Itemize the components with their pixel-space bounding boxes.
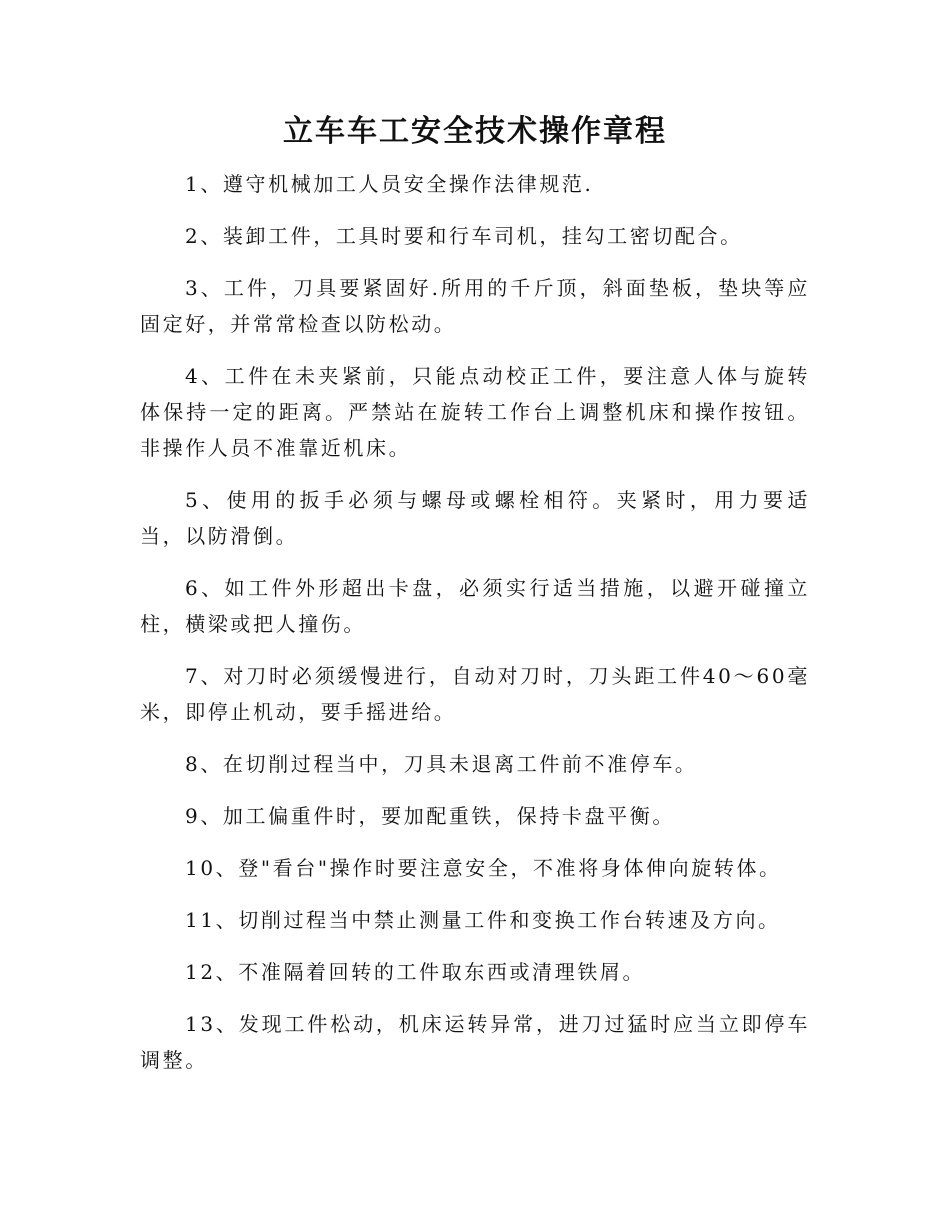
clause-1: 1、遵守机械加工人员安全操作法律规范. <box>185 172 594 196</box>
clause-7: 7、对刀时必须缓慢进行，自动对刀时，刀头距工件40～60毫米，即停止机动，要手摇进给。 <box>140 664 810 724</box>
clause-4: 4、工件在未夹紧前，只能点动校正工件，要注意人体与旋转体保持一定的距离。严禁站在旋转工作台上调整机床和操作按钮。非操作人员不准靠近机床。 <box>140 364 810 460</box>
clause-6: 6、如工件外形超出卡盘，必须实行适当措施，以避开碰撞立柱，横梁或把人撞伤。 <box>140 576 810 636</box>
document-title: 立车车工安全技术操作章程 <box>283 114 667 149</box>
clause-2: 2、装卸工件，工具时要和行车司机，挂勾工密切配合。 <box>185 224 743 248</box>
clause-13: 13、发现工件松动，机床运转异常，进刀过猛时应当立即停车调整。 <box>140 1012 810 1072</box>
clause-9: 9、加工偏重件时，要加配重铁，保持卡盘平衡。 <box>185 804 675 828</box>
document-page <box>140 108 810 1094</box>
clause-10: 10、登"看台"操作时要注意安全，不准将身体伸向旋转体。 <box>185 856 782 880</box>
clause-list <box>140 166 810 1078</box>
clause-8: 8、在切削过程当中，刀具未退离工件前不准停车。 <box>185 752 698 776</box>
clause-3: 3、工件，刀具要紧固好.所用的千斤顶，斜面垫板，垫块等应固定好，并常常检查以防松动。 <box>140 276 810 336</box>
clause-12: 12、不准隔着回转的工件取东西或清理铁屑。 <box>185 960 646 984</box>
clause-11: 11、切削过程当中禁止测量工件和变换工作台转速及方向。 <box>185 908 781 932</box>
clause-5: 5、使用的扳手必须与螺母或螺栓相符。夹紧时，用力要适当，以防滑倒。 <box>140 488 810 548</box>
